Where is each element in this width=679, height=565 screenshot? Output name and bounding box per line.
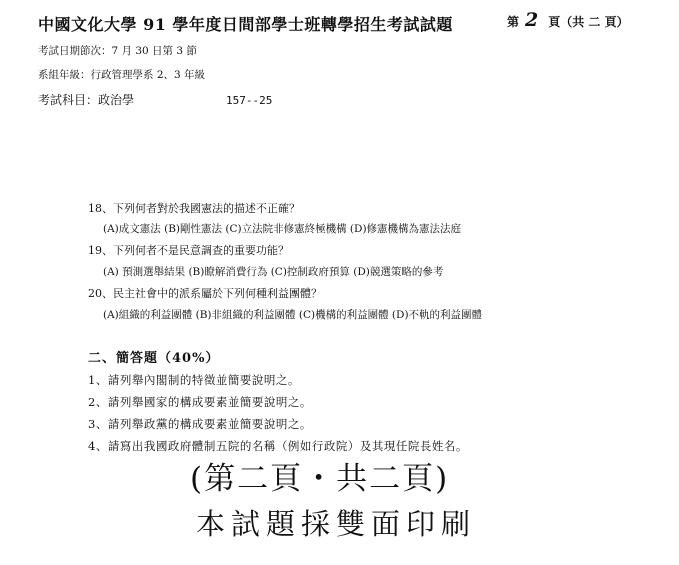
page-number: 2: [525, 9, 539, 31]
question-20: 20、民主社會中的派系屬於下列何種利益團體？: [88, 287, 322, 300]
subject-label: 考試科目：政治學: [38, 93, 135, 107]
page-prefix: 第: [507, 15, 520, 29]
essay-item-1: 1、請列舉內閣制的特徵並簡要說明之。: [88, 373, 300, 387]
question-20-options: (A)組織的利益團體 (B)非組織的利益團體 (C)機構的利益團體 (D)不軌的利益團體: [103, 309, 483, 321]
exam-date: 考試日期節次：7 月 30 日第 3 節: [38, 45, 197, 57]
question-18-options: (A)成文憲法 (B)剛性憲法 (C)立法院非修憲終極機構 (D)修憲機構為憲法法庭: [103, 223, 462, 235]
essay-heading: 二、簡答題（40%）: [88, 351, 220, 366]
question-19-options: (A) 預測選舉結果 (B)瞭解消費行為 (C)控制政府預算 (D)競選策略的參考: [103, 266, 444, 278]
subject-code: 157--25: [226, 94, 273, 107]
question-19: 19、下列何者不是民意調查的重要功能？: [88, 244, 289, 257]
department-line: 系組年級：行政管理學系 2、3 年級: [38, 69, 206, 81]
page-indicator: [507, 11, 629, 30]
essay-item-4: 4、請寫出我國政府體制五院的名稱（例如行政院）及其現任院長姓名。: [88, 439, 468, 453]
essay-item-3: 3、請列舉政黨的構成要素並簡要說明之。: [88, 417, 312, 431]
exam-title: 中國文化大學 91 學年度日間部學士班轉學招生考試試題: [38, 15, 453, 34]
print-note: 本試題採雙面印刷: [196, 507, 477, 541]
page-suffix: 頁（共 二 頁）: [548, 15, 629, 29]
question-18: 18、下列何者對於我國憲法的描述不正確？: [88, 202, 300, 215]
page-note: (第二頁・共二頁): [190, 461, 450, 497]
essay-item-2: 2、請列舉國家的構成要素並簡要說明之。: [88, 395, 312, 409]
subject-line: [38, 94, 272, 106]
